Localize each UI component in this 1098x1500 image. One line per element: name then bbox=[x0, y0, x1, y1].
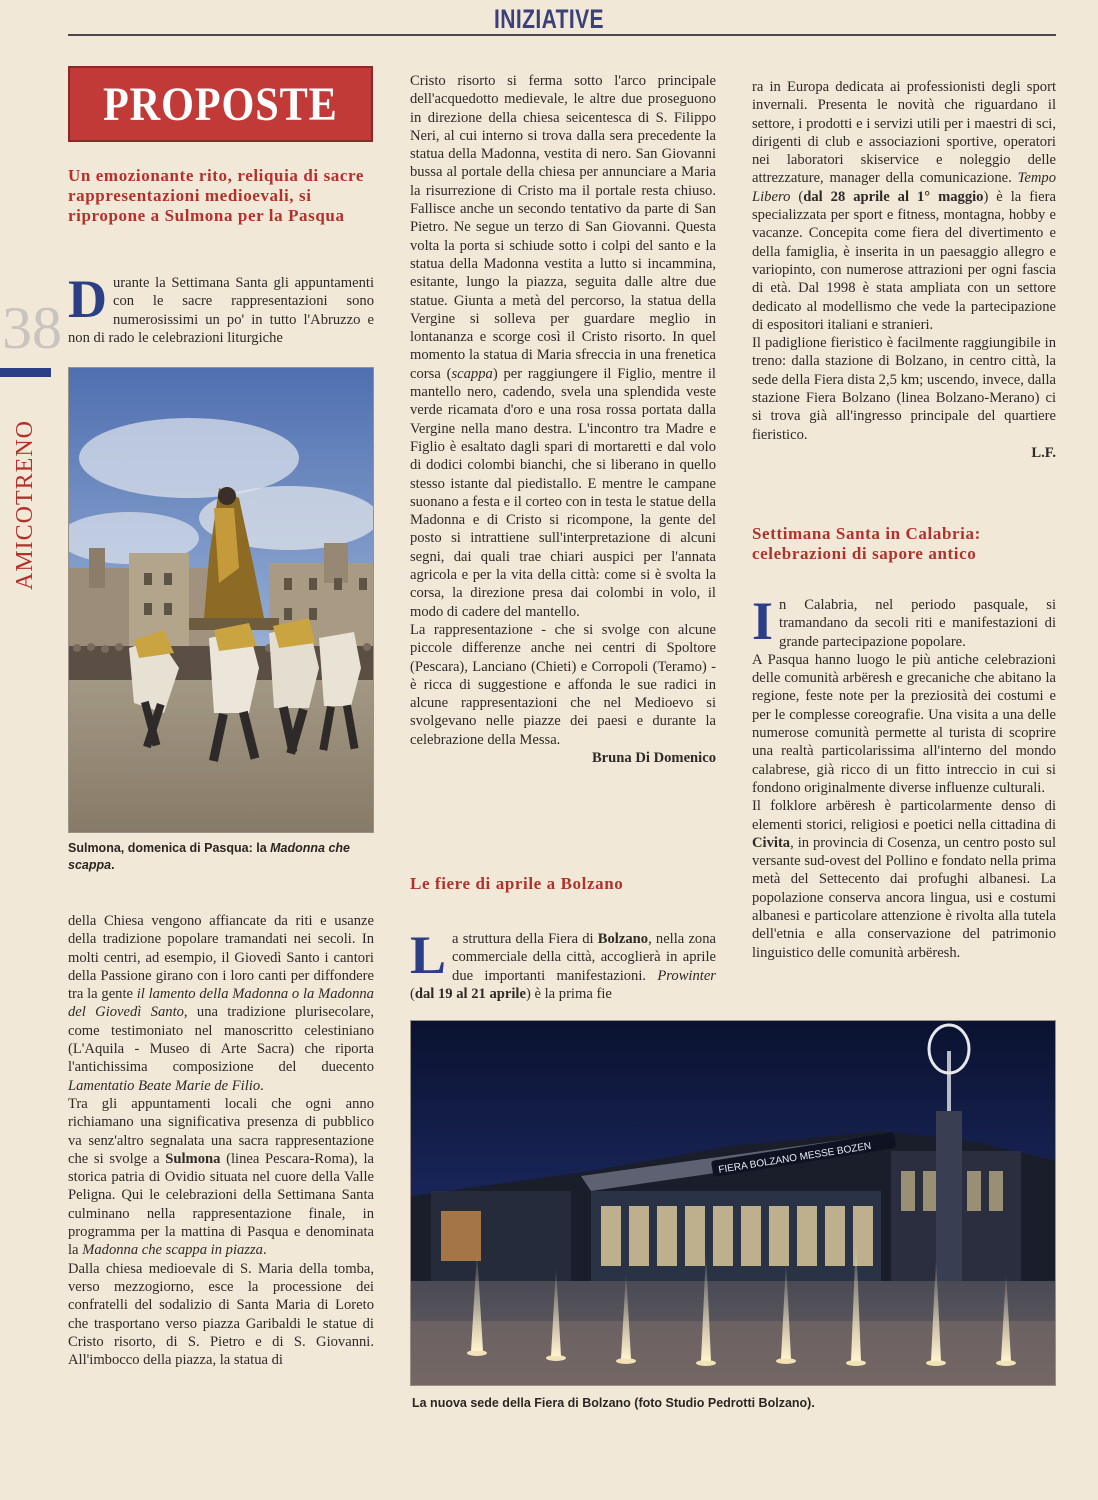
article-bolzano-headline: Le fiere di aprile a Bolzano bbox=[410, 874, 624, 893]
dropcap: D bbox=[68, 269, 107, 329]
top-rule bbox=[68, 34, 1056, 36]
article-calabria-headline: Settimana Santa in Calabria: celebrazioni di sapore antico bbox=[752, 524, 981, 563]
dropcap: I bbox=[752, 591, 774, 651]
paragraph: Tra gli appuntamenti locali che ogni anno richiamano una significativa presenza di pubblico va senz'altro segnalata una sacra rappresentazione che si svolge a Sulmona (linea Pescara-Roma), la storica patria di Ovidio situata nel cuore della Valle Peligna. Qui le celebrazioni della Settimana Santa culminano nella rappresentazione finale, in programma per la mattina di Pasqua e denominata la Madonna che scappa in piazza. bbox=[68, 1095, 374, 1259]
dropcap: L bbox=[410, 925, 447, 985]
sulmona-procession-photo bbox=[68, 367, 374, 833]
paragraph: La rappresentazione - che si svolge con alcune piccole differenze anche nei centri di Spoltore (Pescara), Lanciano (Chieti) e Corropoli (Teramo) - è ricca di suggestione e affonda le sue radici in alcune rappresentazioni che nel Medioevo si svolgevano nelle piazze dei paesi e durante la celebrazione della Messa. bbox=[410, 621, 716, 748]
author-signature: L.F. bbox=[1031, 444, 1056, 461]
fiera-photo-caption: La nuova sede della Fiera di Bolzano (foto Studio Pedrotti Bolzano). bbox=[412, 1396, 815, 1410]
paragraph: A Pasqua hanno luogo le più antiche celebrazioni delle comunità arbëresh e grecaniche che abitano la regione, feste note per la preziosità dei costumi e per le complesse coreografie. Una visita a una delle numerose comunità permette al turista di scoprire una realtà particolarissima all'interno del mondo calabrese, già ricco di un fitto intreccio in cui si fondono originalmente diverse influenze culturali. bbox=[752, 651, 1056, 796]
magazine-name: AMICOTRENO bbox=[12, 420, 38, 590]
article-bolzano-lead: La struttura della Fiera di Bolzano, nella zona commerciale della città, accoglierà in aprile due importanti manifestazioni. Prowinter (dal 19 al 21 aprile) è la prima fie bbox=[410, 925, 716, 1002]
fiera-night-illustration bbox=[411, 1021, 1056, 1386]
page-number: 38 bbox=[2, 295, 62, 361]
article-calabria-body bbox=[752, 591, 1056, 962]
article-sulmona-lead bbox=[68, 269, 374, 347]
article-sulmona-col2 bbox=[410, 72, 716, 767]
paragraph: ra in Europa dedicata ai professionisti degli sport invernali. Presenta le novità che riguardano il settore, i prodotti e i servizi utili per i maestri di sci, dirigenti di club e associazioni sportive, operatori nei laboratori skiservice e noleggio delle attrezzature, manager della comunicazione. Tempo Libero (dal 28 aprile al 1° maggio) è la fiera specializzata per sport e fitness, montagna, hobby e vacanze. Concepita come fiera del divertimento e della famiglia, è inserita in un paesaggio allegro e variopinto, con numerose attrazioni per ogni fascia di età. Dal 1998 è stata ampliata con un settore dedicato al modellismo che vede la partecipazione di espositori italiani e stranieri. bbox=[752, 79, 1056, 333]
paragraph: Il padiglione fieristico è facilmente raggiungibile in treno: dalla stazione di Bolzano, in centro città, la sede della Fiera dista 2,5 km; uscendo, invece, dalla stazione Fiera Bolzano (linea Bolzano-Merano) ci si trova già all'ingresso principale del quartiere fieristico. bbox=[752, 335, 1056, 443]
margin-accent-bar bbox=[0, 368, 51, 377]
paragraph: Il folklore arbëresh è particolarmente denso di elementi storici, religiosi e poetici nella cittadina di Civita, in provincia di Cosenza, un centro posto sul versante sud-ovest del Pollino e fondato nella prima metà del Settecento dai profughi albanesi. La popolazione conserva ancora lingua, usi e costumi albanesi e particolare attenzione è rivolta alla tutela dell'etnia e alla conservazione del patrimonio linguistico delle comunità arbëresh. bbox=[752, 798, 1056, 961]
fiera-bolzano-photo bbox=[410, 1020, 1056, 1386]
paragraph: In Calabria, nel periodo pasquale, si tramandano da secoli riti e manifestazioni di grande partecipazione popolare. bbox=[752, 591, 1056, 651]
sulmona-photo-caption: Sulmona, domenica di Pasqua: la Madonna che scappa. bbox=[68, 841, 351, 872]
fiera-sign: FIERA BOLZANO MESSE BOZEN bbox=[717, 1140, 873, 1176]
banner-title: PROPOSTE bbox=[103, 77, 338, 131]
article-sulmona-col1 bbox=[68, 912, 374, 1369]
procession-illustration bbox=[69, 368, 374, 833]
section-label: INIZIATIVE bbox=[493, 4, 604, 34]
proposte-banner bbox=[68, 66, 373, 142]
paragraph: Cristo risorto si ferma sotto l'arco principale dell'acquedotto medievale, le altre due proseguono in direzione della chiesa seicentesca di S. Filippo Neri, al cui interno si trova dalla sera precedente la statua della Madonna, vestita di nero. San Giovanni bussa al portale della chiesa per annunciare a Maria la risurrezione di Cristo ma il portale resta chiuso. Fallisce anche un secondo tentativo da parte di San Pietro. Ne segue un terzo di San Giovanni. Questa volta la porta si schiude sotto i colpi del santo e la statua della Madonna vestita a lutto si incammina, esitante, lungo la piazza, seguita dalle altre due statue. Giunta a metà del percorso, la statua della Vergine si solleva per guardare meglio in lontananza e scorge così il Cristo risorto. In quel momento la statua di Maria sfreccia in una frenetica corsa (scappa) per raggiungere il Figlio, mentre il mantello nero, cadendo, svela una splendida veste verde ricamata d'oro e una rosa rossa portata dalla Vergine nella mano destra. L'incontro tra Madre e Figlio è esaltato dagli spari di mortaretti e dal volo di dodici colombi bianchi, che si liberano in quello stesso istante dal piedistallo. E mentre le campane suonano a festa e il corteo con in testa le statue della Madonna e di Cristo si ricompone, la gente del posto si intrattiene sull'interpretazione di alcuni segni, dai quali trae chiari auspici per l'annata agricola e per la vita della città: come si è svolta la corsa, la direzione presa dai colombi in volo, il modo di cadere del mantello. bbox=[410, 73, 716, 620]
article-bolzano-col3 bbox=[752, 78, 1056, 462]
author-signature: Bruna Di Domenico bbox=[591, 749, 716, 766]
paragraph: Dalla chiesa medioevale di S. Maria della tomba, verso mezzogiorno, esce la processione dei confratelli del sodalizio di Santa Maria di Loreto che trasportano verso piazza Garibaldi le statue di Cristo risorto, di S. Pietro e di S. Giovanni. All'imbocco della piazza, la statua di bbox=[68, 1260, 374, 1369]
article-sulmona-headline: Un emozionante rito, reliquia di sacre rappresentazioni medioevali, si ripropone a Sulmona per la Pasqua bbox=[68, 166, 365, 225]
lead-text: urante la Settimana Santa gli appuntamenti con le sacre rappresentazioni sono numerosissimi un po' in tutto l'Abruzzo e non di rado le celebrazioni liturgiche bbox=[68, 275, 374, 346]
paragraph: della Chiesa vengono affiancate da riti e usanze della tradizione popolare tramandati nei secoli. In molti centri, ad esempio, il Giovedì Santo i cantori della Passione girano con i loro canti per diffondere tra la gente il lamento della Madonna o la Madonna del Giovedì Santo, una tradizione plurisecolare, come testimoniato nel manoscritto celestiniano (L'Aquila - Museo di Arte Sacra) che riporta l'antichissima composizione del duecento Lamentatio Beate Marie de Filio. bbox=[68, 913, 374, 1094]
